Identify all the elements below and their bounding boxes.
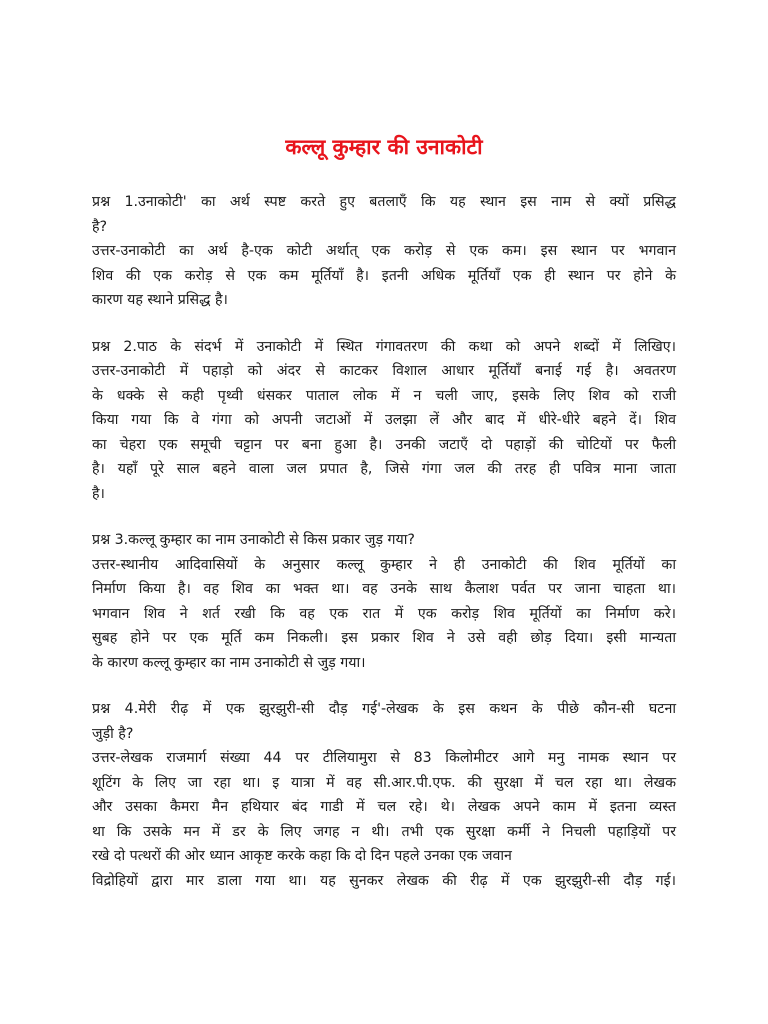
text-line: उत्तर-उनाकोटी का अर्थ है-एक कोटी अर्थात् एक करोड़ से एक कम। इस स्थान पर भगवान	[92, 243, 676, 259]
text-line: प्रश्न 2.पाठ के संदर्भ में उनाकोटी में स्थित गंगावतरण की कथा को अपने शब्दों में लिखिए।	[92, 338, 676, 355]
text-line: है।	[92, 485, 105, 502]
question-answer-1	[92, 190, 676, 313]
text-line: के कारण कल्लू कुम्हार का नाम उनाकोटी से जुड़ गया।	[92, 654, 366, 671]
text-line: सुबह होने पर एक मूर्ति कम निकली। इस प्रकार शिव ने उसे वही छोड़ दिया। इसी मान्यता	[92, 630, 676, 646]
question-answer-2	[92, 335, 676, 507]
question-answer-4	[92, 697, 676, 893]
page-title: कल्लू कुम्हार की उनाकोटी	[285, 135, 483, 159]
text-line: उत्तर-उनाकोटी में पहाड़ो को अंदर से काटकर विशाल आधार मूर्तियाँ बनाई गई है। अवतरण	[92, 363, 676, 379]
text-line: था कि उसके मन में डर के लिए जगह न थी। तभी एक सुरक्षा कर्मी ने निचली पहाड़ियों पर	[92, 823, 676, 840]
text-line: उत्तर-स्थानीय आदिवासियों के अनुसार कल्लू कुम्हार ने ही उनाकोटी की शिव मूर्तियों का	[92, 556, 676, 573]
text-line: उत्तर-लेखक राजमार्ग संख्या 44 पर टीलियामुरा से 83 किलोमीटर आगे मनु नामक स्थान पर	[92, 750, 676, 766]
text-line: के धक्के से कही पृथ्वी धंसकर पाताल लोक में न चली जाए, इसके लिए शिव को राजी	[92, 387, 676, 404]
text-line: प्रश्न 3.कल्लू कुम्हार का नाम उनाकोटी से किस प्रकार जुड़ गया?	[92, 532, 415, 548]
text-line: है। यहाँ पूरे साल बहने वाला जल प्रपात है, जिसे गंगा जल की तरह ही पवित्र माना जाता	[92, 461, 676, 477]
text-line: निर्माण किया है। वह शिव का भक्त था। वह उनके साथ कैलाश पर्वत पर जाना चाहता था।	[92, 581, 676, 597]
text-line: और उसका कैमरा मैन हथियार बंद गाडी में चल रहे। थे। लेखक अपने काम में इतना व्यस्त	[92, 799, 676, 815]
text-line: विद्रोहियों द्वारा मार डाला गया था। यह सुनकर लेखक की रीढ़ में एक झुरझुरी-सी दौड़ गई।	[92, 872, 676, 889]
text-line: कारण यह स्थाने प्रसिद्ध है।	[92, 292, 228, 308]
text-line: भगवान शिव ने शर्त रखी कि वह एक रात में एक करोड़ शिव मूर्तियों का निर्माण करे।	[92, 605, 676, 622]
text-line: है?	[92, 218, 108, 235]
text-line: शूटिंग के लिए जा रहा था। इ यात्रा में वह सी.आर.पी.एफ. की सुरक्षा में चल रहा था। लेखक	[92, 774, 676, 791]
text-line: जुड़ी है?	[92, 725, 134, 742]
text-line: प्रश्न 4.मेरी रीढ़ में एक झुरझुरी-सी दौड़ गई'-लेखक के इस कथन के पीछे कौन-सी घटना	[92, 701, 676, 717]
text-line: रखे दो पत्थरों की ओर ध्यान आकृष्ट करके कहा कि दो दिन पहले उनका एक जवान	[92, 848, 512, 864]
question-answer-3	[92, 528, 676, 675]
text-line: प्रश्न 1.उनाकोटी' का अर्थ स्पष्ट करते हुए बतलाएँ कि यह स्थान इस नाम से क्यों प्रसिद्ध	[92, 194, 676, 210]
text-line: शिव की एक करोड़ से एक कम मूर्तियाँ है। इतनी अधिक मूर्तियाँ एक ही स्थान पर होने के	[92, 267, 676, 284]
text-line: किया गया कि वे गंगा को अपनी जटाओं में उलझा लें और बाद में धीरे-धीरे बहने दें। शिव	[92, 412, 676, 428]
text-line: का चेहरा एक समूची चट्टान पर बना हुआ है। उनकी जटाएँ दो पहाड़ों की चोटियों पर फैली	[92, 436, 676, 453]
